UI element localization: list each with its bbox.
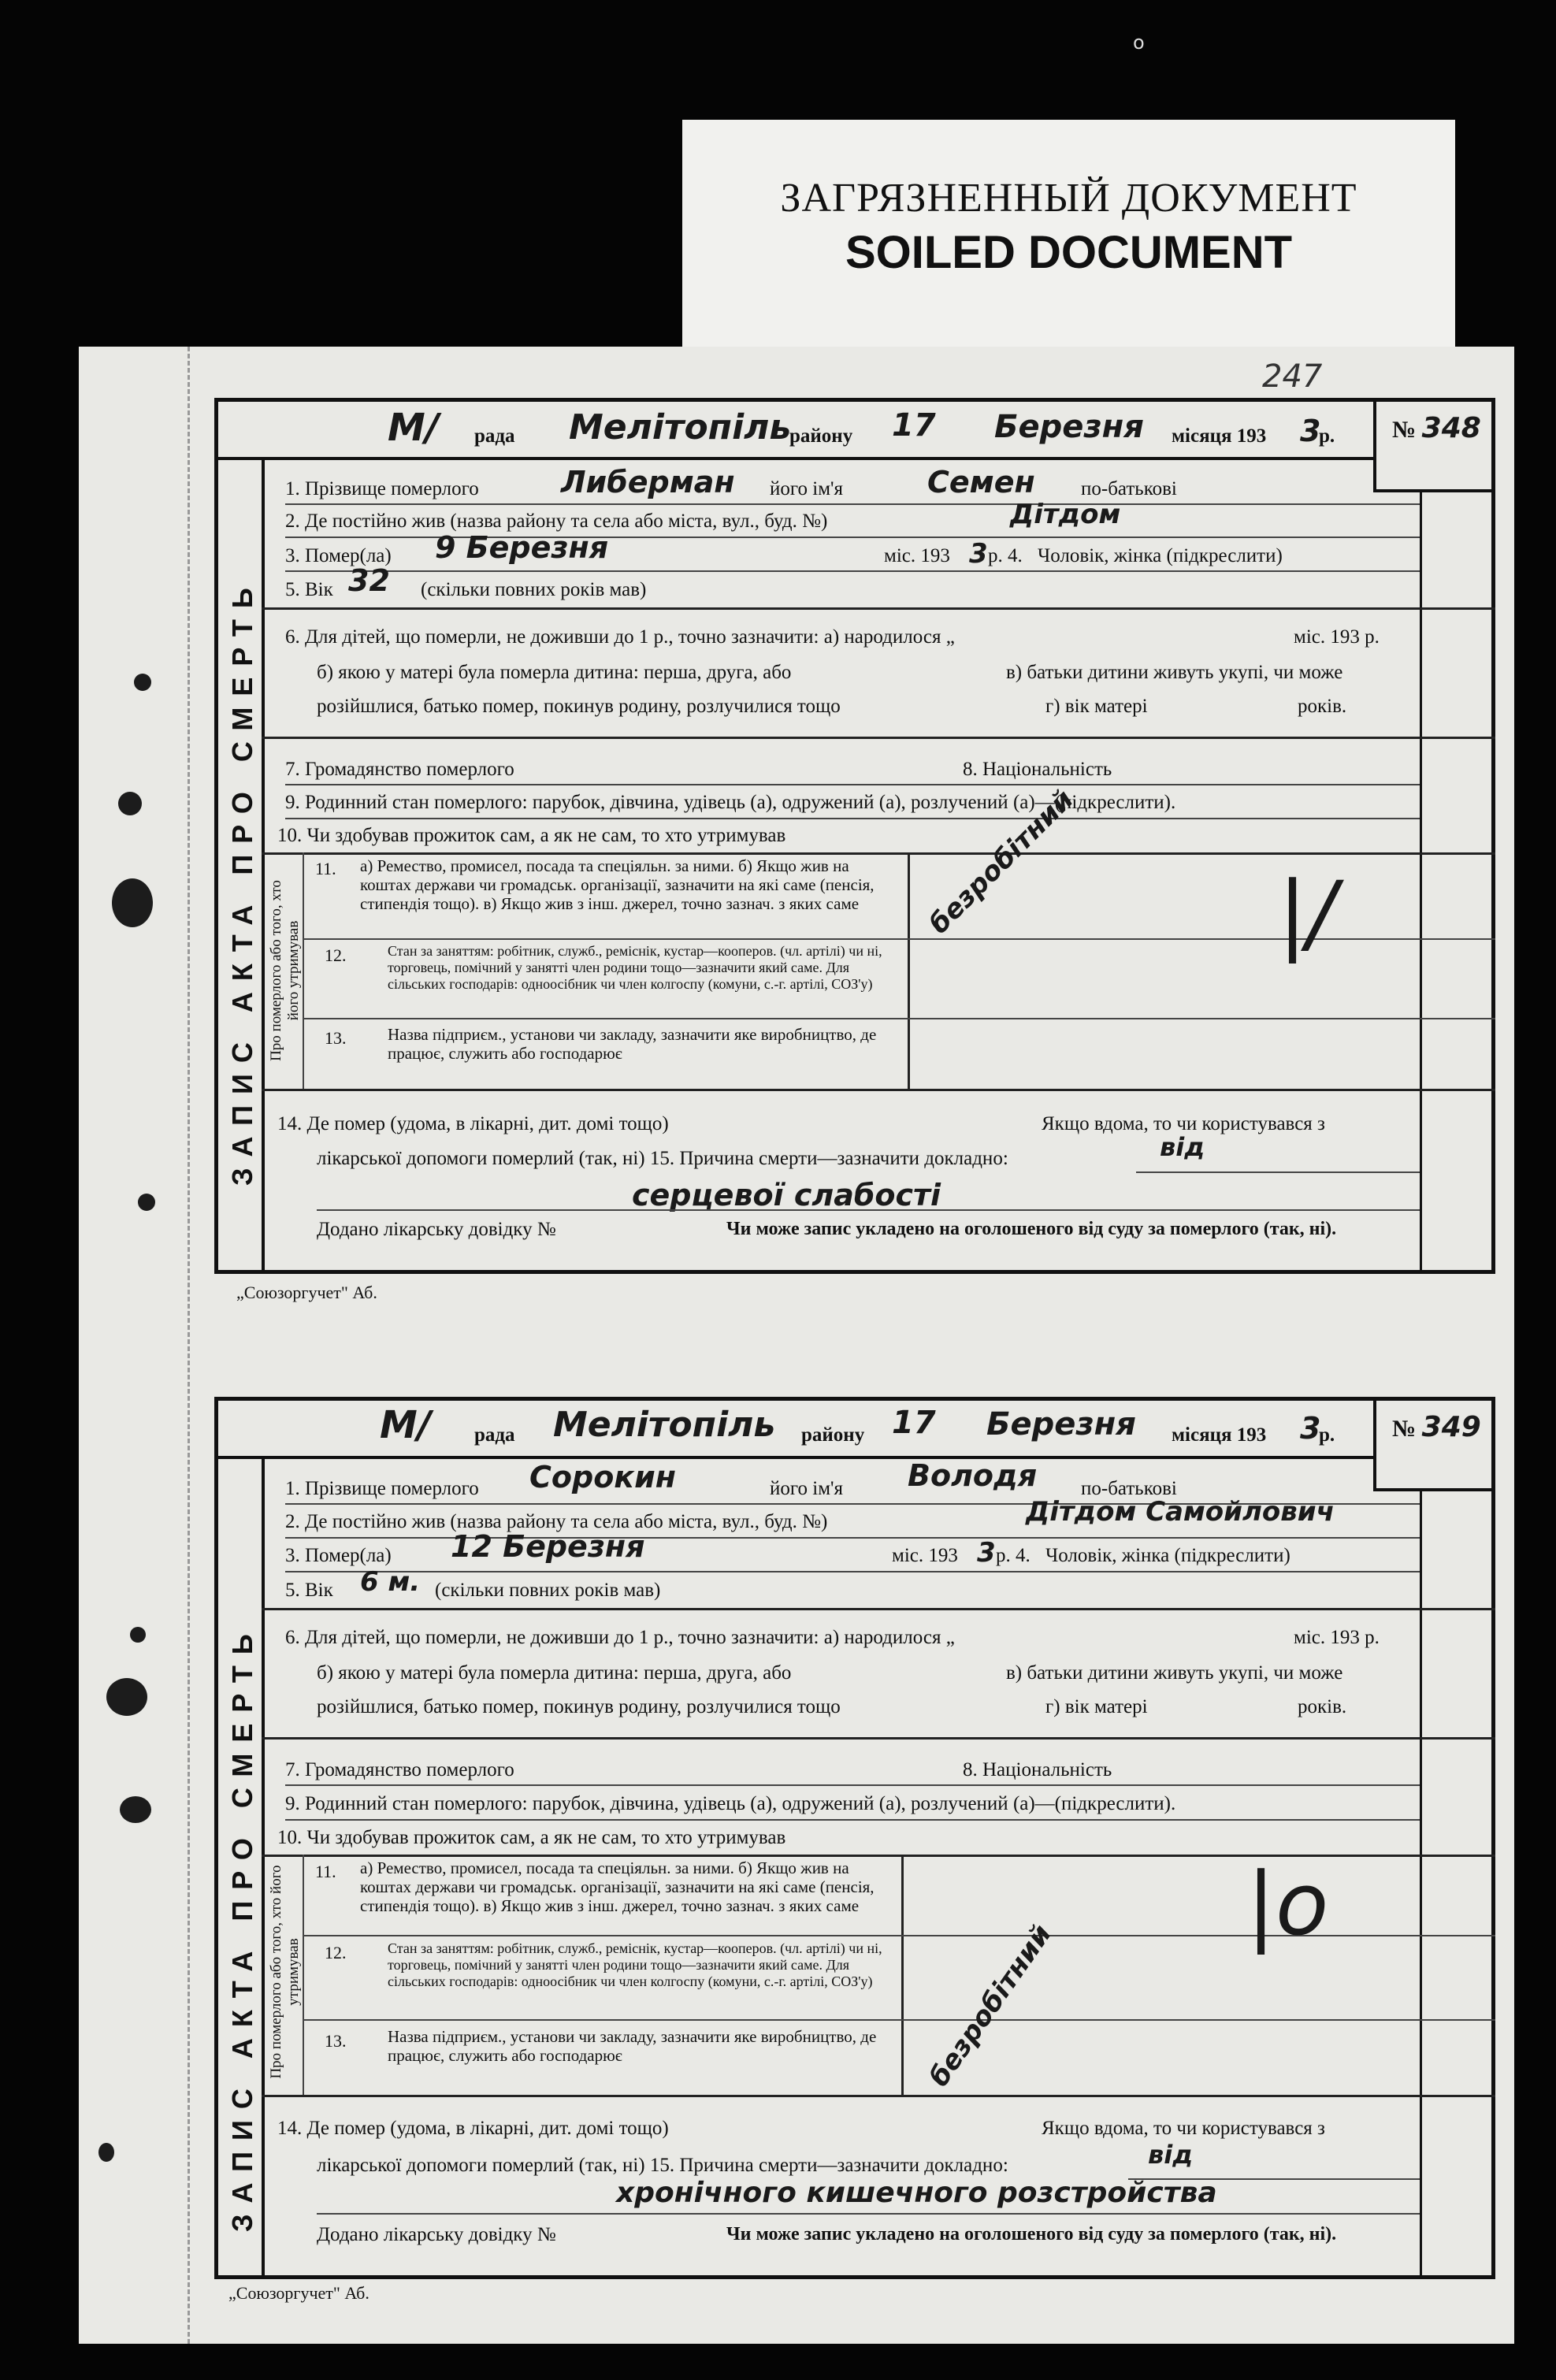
- rayonu-label: району: [789, 425, 853, 447]
- field-4-label: р. 4.: [996, 1545, 1031, 1566]
- punch-hole: [138, 1194, 155, 1211]
- punch-hole: [134, 674, 151, 691]
- field-6b-label: б) якою у матері була померла дитина: перша, друга, або: [317, 662, 792, 683]
- corner-mark: o: [1133, 32, 1145, 54]
- death-record-2: [214, 1397, 1495, 2279]
- folio-number: 247: [1262, 358, 1323, 395]
- field-died-label: 3. Помер(ла): [285, 545, 392, 566]
- field-6b-label: б) якою у матері була померла дитина: перша, друга, або: [317, 1662, 792, 1684]
- field-nationality-label: 8. Національність: [963, 759, 1112, 780]
- form-left-rule: [262, 1456, 265, 2279]
- year-digit: 3: [1300, 414, 1321, 448]
- punch-hole: [130, 1627, 146, 1643]
- name-value: Володя: [908, 1458, 1038, 1493]
- field-6c-label: розійшлися, батько помер, покинув родину, розлучилися тощо: [317, 696, 841, 717]
- field-12-text: Стан за заняттям: робітник, служб., реміснік, кустар—кооперов. (чл. артілі) чи ні, торговець, помічний у занятті член родини тощо—зазначити який саме. Для сільських господарів: одноосібник чи член колгоспу (комуни, с.-г. артілі, СОЗ'у): [388, 943, 882, 992]
- occupation-mark: |o: [1246, 1854, 1329, 1955]
- side-note: Про померлого або того, хто його утримував: [268, 880, 302, 1061]
- field-nationality-label: 8. Національність: [963, 1759, 1112, 1780]
- occupation-mark: |/: [1278, 863, 1337, 964]
- died-date-value: 12 Березня: [451, 1529, 645, 1564]
- stamp-russian: ЗАГРЯЗНЕННЫЙ ДОКУМЕНТ: [780, 176, 1357, 221]
- rule: [262, 607, 1495, 610]
- rada-handwriting: М/: [388, 406, 440, 450]
- soiled-document-stamp: [682, 120, 1455, 351]
- rada-label: рада: [474, 425, 515, 447]
- age-note: (скільки повних років мав): [421, 579, 647, 600]
- table-rule: [303, 852, 304, 1089]
- field-support-label: 10. Чи здобував прожиток сам, а як не сам, то хто утримував: [277, 1827, 786, 1848]
- name-value: Семен: [927, 465, 1035, 499]
- rule: [262, 852, 1495, 855]
- field-place-label: 14. Де помер (удома, в лікарні, дит. домі тощо): [277, 2118, 669, 2139]
- field-13-text: Назва підприєм., установи чи закладу, зазначити яке виробництво, де працює, служить або господарює: [388, 2027, 877, 2065]
- rule: [285, 1784, 1420, 1786]
- field-4-label: р. 4.: [988, 545, 1023, 566]
- died-date-value: 9 Березня: [435, 530, 609, 565]
- field-13-num: 13.: [325, 2031, 347, 2051]
- residence-value: Дітдом: [1010, 499, 1121, 530]
- field-marital-label: 9. Родинний стан померлого: парубок, дівчина, удівець (а), одружений (а), розлучений (а)—(підкреслити).: [285, 1793, 1176, 1814]
- surname-value: Сорокин: [529, 1460, 676, 1494]
- rule: [317, 2213, 1420, 2215]
- occupation-value: безробітний: [923, 1918, 1058, 2092]
- field-11-text: а) Ремество, промисел, посада та спеціяльн. за ними. б) Якщо жив на коштах держави чи громадськ. організації, зазначити на які саме (пенсія, стипендія тощо). в) Якщо жив з інш. джерел, точно зазнач. з яких саме: [360, 1858, 875, 1915]
- rule: [285, 784, 1420, 785]
- occupation-value: безробітний: [923, 783, 1080, 941]
- field-place-end: Якщо вдома, то чи користувався з: [1042, 1113, 1325, 1134]
- form-left-rule: [262, 457, 265, 1274]
- field-cause-label: лікарської допомоги померлий (так, ні) 15. Причина смерти—зазначити докладно:: [317, 1148, 1008, 1169]
- record-number: 349: [1421, 1411, 1481, 1443]
- age-value: 32: [348, 563, 390, 598]
- death-record-1: [214, 398, 1495, 1274]
- field-marital-label: 9. Родинний стан померлого: парубок, дівчина, удівець (а), одружений (а), розлучений (а)—(підкреслити).: [285, 792, 1176, 813]
- field-surname-label: 1. Прізвище померлого: [285, 478, 479, 499]
- field-surname-label: 1. Прізвище померлого: [285, 1478, 479, 1499]
- record-number: 348: [1421, 412, 1481, 444]
- year-suffix: р.: [1319, 425, 1335, 447]
- field-6c-years: років.: [1298, 1696, 1347, 1717]
- rule: [285, 503, 1420, 505]
- field-6a-end: міс. 193 р.: [1294, 626, 1380, 648]
- day-handwriting: 17: [892, 407, 936, 444]
- field-12-num: 12.: [325, 1943, 347, 1962]
- rule: [262, 737, 1495, 739]
- month-handwriting: Березня: [994, 409, 1144, 445]
- field-12-num: 12.: [325, 945, 347, 965]
- court-label: Чи може запис укладено на оголошеного від суду за померлого (так, ні).: [726, 2224, 1337, 2244]
- number-label: №: [1392, 417, 1417, 443]
- field-6b-end: в) батьки дитини живуть укупі, чи може: [1006, 662, 1343, 683]
- printer-mark: „Союзоргучет" Аб.: [236, 1283, 377, 1302]
- field-place-end: Якщо вдома, то чи користувався з: [1042, 2118, 1325, 2139]
- table-rule: [908, 852, 910, 1089]
- field-residence-label: 2. Де постійно жив (назва району та села або міста, вул., буд. №): [285, 511, 828, 532]
- month-label: місяця 193: [1172, 1424, 1267, 1446]
- court-label: Чи може запис укладено на оголошеного від суду за померлого (так, ні).: [726, 1219, 1337, 1239]
- punch-hole: [106, 1678, 147, 1716]
- rule: [285, 818, 1420, 819]
- certificate-label: Додано лікарську довідку №: [317, 1219, 556, 1240]
- rayon-handwriting: Мелітопіль: [553, 1405, 776, 1445]
- field-cause-label: лікарської допомоги померлий (так, ні) 15. Причина смерти—зазначити докладно:: [317, 2155, 1008, 2176]
- rule: [285, 570, 1420, 572]
- header-rule: [214, 1456, 1373, 1459]
- month-label: місяця 193: [1172, 425, 1267, 447]
- age-value: 6 м.: [360, 1566, 421, 1598]
- record-number-box: [1373, 398, 1495, 492]
- field-11-text: а) Ремество, промисел, посада та спеціяльн. за ними. б) Якщо жив на коштах держави чи громадськ. організації, зазначити на які саме (пенсія, стипендія тощо). в) Якщо жив з інш. джерел, точно зазнач. з яких саме: [360, 856, 875, 913]
- year-digit: 3: [1300, 1411, 1321, 1446]
- field-support-label: 10. Чи здобував прожиток сам, а як не сам, то хто утримував: [277, 825, 786, 846]
- table-rule: [303, 1018, 1495, 1019]
- field-died-label: 3. Помер(ла): [285, 1545, 392, 1566]
- field-age-label: 5. Вік: [285, 579, 333, 600]
- field-6a-end: міс. 193 р.: [1294, 1627, 1380, 1648]
- punch-hole: [112, 878, 153, 927]
- field-patronymic-label: по-батькові: [1081, 1478, 1177, 1499]
- number-label: №: [1392, 1416, 1417, 1442]
- rule: [317, 1209, 1420, 1211]
- field-name-label: його ім'я: [770, 1478, 844, 1499]
- punch-hole: [118, 792, 142, 815]
- field-6a-label: 6. Для дітей, що померли, не доживши до 1 р., точно зазначити: а) народилося „: [285, 1627, 955, 1648]
- sex-label: Чоловік, жінка (підкреслити): [1045, 1545, 1290, 1566]
- side-note: Про померлого або того, хто його утримував: [268, 1865, 302, 2079]
- vertical-title: ЗАПИС АКТА ПРО СМЕРТЬ: [226, 577, 258, 1186]
- surname-value: Либерман: [561, 465, 735, 499]
- field-6a-label: 6. Для дітей, що померли, не доживши до 1 р., точно зазначити: а) народилося „: [285, 626, 955, 648]
- died-month-label: міс. 193: [884, 545, 950, 566]
- field-13-text: Назва підприєм., установи чи закладу, зазначити яке виробництво, де працює, служить або господарює: [388, 1025, 877, 1063]
- field-6c-end: г) вік матері: [1045, 1696, 1148, 1717]
- rule: [285, 1571, 1420, 1572]
- stamp-english: SOILED DOCUMENT: [845, 227, 1293, 278]
- rule: [262, 1608, 1495, 1610]
- day-handwriting: 17: [892, 1405, 936, 1441]
- residence-value: Дітдом Самойлович: [1026, 1496, 1335, 1528]
- rayonu-label: району: [801, 1424, 865, 1446]
- cause-prefix: від: [1148, 2140, 1194, 2170]
- record-number-box: [1373, 1397, 1495, 1491]
- rada-label: рада: [474, 1424, 515, 1446]
- sex-label: Чоловік, жінка (підкреслити): [1038, 545, 1283, 566]
- table-rule: [303, 1855, 304, 2095]
- field-13-num: 13.: [325, 1028, 347, 1048]
- punch-hole: [98, 2143, 114, 2162]
- rule: [1136, 1171, 1420, 1173]
- field-12-text: Стан за заняттям: робітник, служб., реміснік, кустар—кооперов. (чл. артілі) чи ні, торговець, помічний у занятті член родини тощо—зазначити який саме. Для сільських господарів: одноосібник чи член колгоспу (комуни, с.-г. артілі, СОЗ'у): [388, 1940, 882, 1989]
- vertical-title: ЗАПИС АКТА ПРО СМЕРТЬ: [226, 1623, 258, 2232]
- perforation-line: [188, 347, 190, 2344]
- punch-hole: [120, 1796, 151, 1823]
- header-rule: [214, 457, 1373, 460]
- cause-prefix: від: [1160, 1132, 1205, 1162]
- field-age-label: 5. Вік: [285, 1580, 333, 1601]
- table-rule: [262, 1089, 1495, 1091]
- field-patronymic-label: по-батькові: [1081, 478, 1177, 499]
- cause-value: серцевої слабості: [632, 1178, 941, 1212]
- field-6c-years: років.: [1298, 696, 1347, 717]
- table-rule: [901, 1855, 904, 2095]
- rule: [262, 1737, 1495, 1740]
- died-year-digit: 3: [969, 538, 988, 570]
- field-6b-end: в) батьки дитини живуть укупі, чи може: [1006, 1662, 1343, 1684]
- field-6c-label: розійшлися, батько помер, покинув родину, розлучилися тощо: [317, 1696, 841, 1717]
- rayon-handwriting: Мелітопіль: [569, 407, 792, 447]
- month-handwriting: Березня: [986, 1406, 1136, 1442]
- field-citizenship-label: 7. Громадянство померлого: [285, 759, 514, 780]
- field-name-label: його ім'я: [770, 478, 844, 499]
- year-suffix: р.: [1319, 1424, 1335, 1446]
- table-rule: [303, 2019, 1495, 2021]
- field-place-label: 14. Де помер (удома, в лікарні, дит. домі тощо): [277, 1113, 669, 1134]
- table-rule: [262, 2095, 1495, 2097]
- age-note: (скільки повних років мав): [435, 1580, 661, 1601]
- rada-handwriting: М/: [380, 1403, 432, 1447]
- field-11-num: 11.: [315, 859, 336, 878]
- died-month-label: міс. 193: [892, 1545, 958, 1566]
- field-11-num: 11.: [315, 1862, 336, 1881]
- cause-value: хронічного кишечного розстройства: [616, 2177, 1217, 2209]
- printer-mark: „Союзоргучет" Аб.: [228, 2283, 370, 2303]
- field-6c-end: г) вік матері: [1045, 696, 1148, 717]
- field-residence-label: 2. Де постійно жив (назва району та села або міста, вул., буд. №): [285, 1511, 828, 1532]
- field-citizenship-label: 7. Громадянство померлого: [285, 1759, 514, 1780]
- died-year-digit: 3: [977, 1537, 996, 1569]
- certificate-label: Додано лікарську довідку №: [317, 2224, 556, 2245]
- rule: [285, 1819, 1420, 1821]
